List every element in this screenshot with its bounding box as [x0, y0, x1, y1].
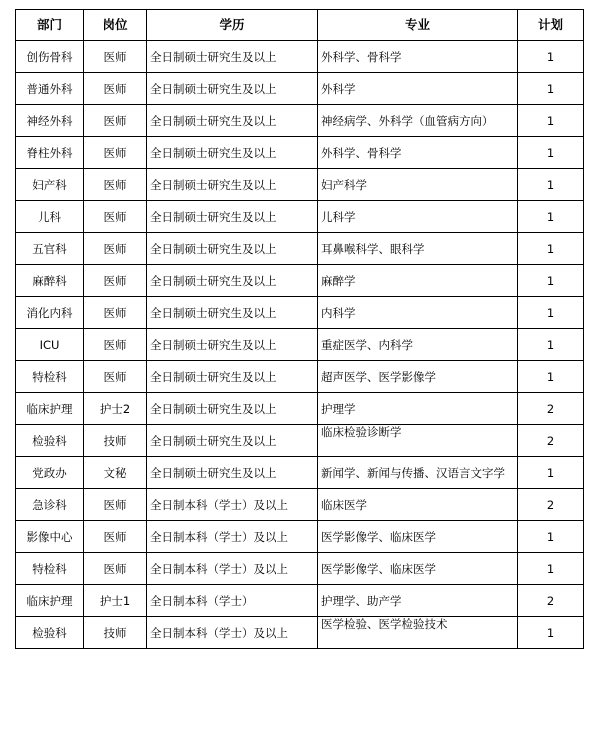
cell-major: 儿科学 — [318, 201, 518, 233]
table-row — [16, 361, 584, 393]
table-row — [16, 137, 584, 169]
cell-major: 内科学 — [318, 297, 518, 329]
cell-education: 全日制硕士研究生及以上 — [147, 329, 318, 361]
cell-dept: 检验科 — [16, 425, 84, 457]
cell-dept: 检验科 — [16, 617, 84, 649]
cell-plan: 1 — [518, 169, 584, 201]
cell-education: 全日制硕士研究生及以上 — [147, 361, 318, 393]
cell-plan: 1 — [518, 73, 584, 105]
cell-major: 护理学 — [318, 393, 518, 425]
cell-dept: ICU — [16, 329, 84, 361]
table-row — [16, 457, 584, 489]
cell-major: 医学检验、医学检验技术 — [318, 617, 518, 649]
cell-position: 医师 — [84, 553, 147, 585]
table-header-row — [16, 10, 584, 41]
table-row — [16, 521, 584, 553]
cell-major: 外科学、骨科学 — [318, 137, 518, 169]
cell-dept: 临床护理 — [16, 393, 84, 425]
cell-dept: 消化内科 — [16, 297, 84, 329]
cell-dept: 影像中心 — [16, 521, 84, 553]
cell-education: 全日制本科（学士）及以上 — [147, 521, 318, 553]
cell-plan: 1 — [518, 553, 584, 585]
cell-education: 全日制硕士研究生及以上 — [147, 169, 318, 201]
cell-plan: 1 — [518, 521, 584, 553]
cell-dept: 急诊科 — [16, 489, 84, 521]
cell-position: 医师 — [84, 329, 147, 361]
recruitment-table — [15, 9, 584, 649]
table-row — [16, 329, 584, 361]
cell-position: 护士1 — [84, 585, 147, 617]
cell-major: 护理学、助产学 — [318, 585, 518, 617]
cell-dept: 神经外科 — [16, 105, 84, 137]
cell-position: 医师 — [84, 169, 147, 201]
table-row — [16, 201, 584, 233]
cell-plan: 1 — [518, 297, 584, 329]
table-row — [16, 553, 584, 585]
cell-plan: 1 — [518, 617, 584, 649]
cell-dept: 特检科 — [16, 361, 84, 393]
cell-education: 全日制硕士研究生及以上 — [147, 297, 318, 329]
cell-major: 临床医学 — [318, 489, 518, 521]
cell-education: 全日制硕士研究生及以上 — [147, 233, 318, 265]
table-row — [16, 169, 584, 201]
cell-education: 全日制硕士研究生及以上 — [147, 201, 318, 233]
cell-education: 全日制本科（学士）及以上 — [147, 553, 318, 585]
header-education: 学历 — [147, 10, 318, 41]
table-row — [16, 233, 584, 265]
cell-education: 全日制硕士研究生及以上 — [147, 425, 318, 457]
cell-position: 医师 — [84, 41, 147, 73]
table-row — [16, 105, 584, 137]
cell-major: 外科学、骨科学 — [318, 41, 518, 73]
cell-plan: 1 — [518, 457, 584, 489]
cell-plan: 1 — [518, 233, 584, 265]
cell-education: 全日制硕士研究生及以上 — [147, 457, 318, 489]
cell-major: 麻醉学 — [318, 265, 518, 297]
cell-education: 全日制本科（学士） — [147, 585, 318, 617]
cell-position: 医师 — [84, 233, 147, 265]
cell-position: 医师 — [84, 265, 147, 297]
cell-major: 医学影像学、临床医学 — [318, 521, 518, 553]
cell-dept: 五官科 — [16, 233, 84, 265]
cell-position: 医师 — [84, 137, 147, 169]
cell-position: 护士2 — [84, 393, 147, 425]
cell-position: 医师 — [84, 201, 147, 233]
cell-plan: 2 — [518, 489, 584, 521]
table-row — [16, 41, 584, 73]
cell-education: 全日制硕士研究生及以上 — [147, 137, 318, 169]
cell-plan: 2 — [518, 393, 584, 425]
cell-position: 医师 — [84, 361, 147, 393]
cell-education: 全日制硕士研究生及以上 — [147, 105, 318, 137]
table-row — [16, 585, 584, 617]
cell-major: 超声医学、医学影像学 — [318, 361, 518, 393]
table-row — [16, 489, 584, 521]
cell-plan: 2 — [518, 425, 584, 457]
cell-education: 全日制硕士研究生及以上 — [147, 265, 318, 297]
table-row — [16, 73, 584, 105]
cell-plan: 1 — [518, 361, 584, 393]
cell-education: 全日制本科（学士）及以上 — [147, 617, 318, 649]
cell-plan: 1 — [518, 41, 584, 73]
header-plan: 计划 — [518, 10, 584, 41]
cell-plan: 1 — [518, 329, 584, 361]
cell-position: 医师 — [84, 489, 147, 521]
cell-plan: 2 — [518, 585, 584, 617]
cell-major: 医学影像学、临床医学 — [318, 553, 518, 585]
cell-position: 技师 — [84, 425, 147, 457]
table-row — [16, 393, 584, 425]
cell-education: 全日制硕士研究生及以上 — [147, 73, 318, 105]
cell-position: 文秘 — [84, 457, 147, 489]
cell-dept: 临床护理 — [16, 585, 84, 617]
cell-major: 外科学 — [318, 73, 518, 105]
cell-dept: 特检科 — [16, 553, 84, 585]
table-row — [16, 297, 584, 329]
header-dept: 部门 — [16, 10, 84, 41]
cell-education: 全日制本科（学士）及以上 — [147, 489, 318, 521]
table-row — [16, 425, 584, 457]
cell-position: 医师 — [84, 105, 147, 137]
cell-position: 医师 — [84, 521, 147, 553]
cell-dept: 创伤骨科 — [16, 41, 84, 73]
cell-major: 神经病学、外科学（血管病方向） — [318, 105, 518, 137]
cell-major: 临床检验诊断学 — [318, 425, 518, 457]
header-position: 岗位 — [84, 10, 147, 41]
cell-education: 全日制硕士研究生及以上 — [147, 393, 318, 425]
cell-major: 耳鼻喉科学、眼科学 — [318, 233, 518, 265]
table-row — [16, 265, 584, 297]
cell-dept: 党政办 — [16, 457, 84, 489]
cell-major: 新闻学、新闻与传播、汉语言文字学 — [318, 457, 518, 489]
cell-dept: 麻醉科 — [16, 265, 84, 297]
cell-plan: 1 — [518, 265, 584, 297]
cell-major: 妇产科学 — [318, 169, 518, 201]
table-body — [16, 41, 584, 649]
cell-dept: 脊柱外科 — [16, 137, 84, 169]
cell-dept: 普通外科 — [16, 73, 84, 105]
cell-plan: 1 — [518, 201, 584, 233]
table-row — [16, 617, 584, 649]
cell-major: 重症医学、内科学 — [318, 329, 518, 361]
cell-plan: 1 — [518, 105, 584, 137]
cell-position: 医师 — [84, 73, 147, 105]
cell-dept: 妇产科 — [16, 169, 84, 201]
cell-dept: 儿科 — [16, 201, 84, 233]
cell-position: 技师 — [84, 617, 147, 649]
cell-education: 全日制硕士研究生及以上 — [147, 41, 318, 73]
header-major: 专业 — [318, 10, 518, 41]
cell-position: 医师 — [84, 297, 147, 329]
cell-plan: 1 — [518, 137, 584, 169]
